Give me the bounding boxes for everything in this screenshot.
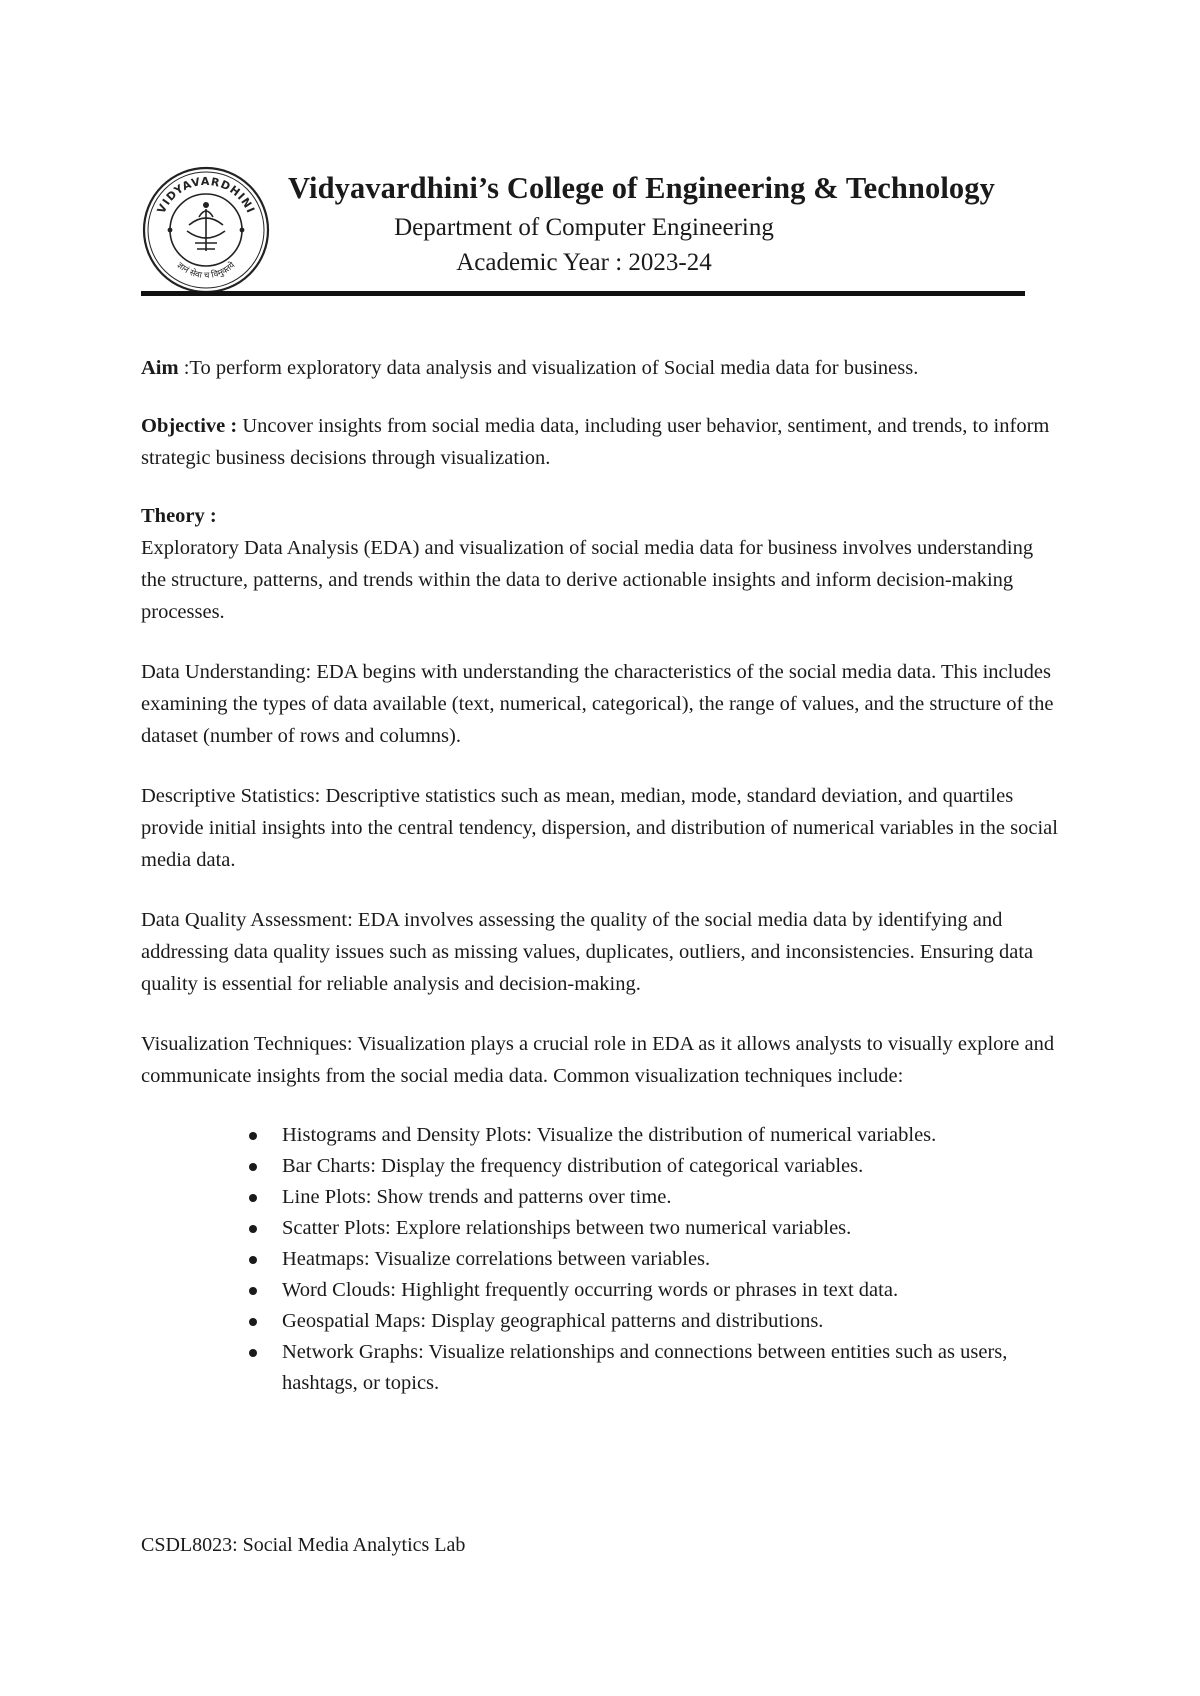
college-seal-logo [141, 165, 271, 295]
bullet-icon [249, 1287, 257, 1295]
aim-label: Aim [141, 357, 179, 379]
aim-paragraph [141, 352, 1059, 384]
visualization-techniques-paragraph: Visualization Techniques: Visualization plays a crucial role in EDA as it allows analysts to visually explore and communicate insights from the social media data. Common visualization techniques include: [141, 1033, 1055, 1087]
academic-year: Academic Year : 2023-24 [456, 249, 712, 276]
college-name: Vidyavardhini’s College of Engineering & Technology [288, 171, 995, 205]
seal-ring-text-bottom: ज्ञानं सेवा च विमुक्तये [174, 260, 238, 282]
main-content [141, 352, 1059, 1399]
objective-text: Uncover insights from social media data, including user behavior, sentiment, and trends, to inform strategic business decisions through visualization. [141, 415, 1050, 469]
bullet-icon [249, 1318, 257, 1326]
bullet-icon [249, 1349, 257, 1357]
letterhead [141, 165, 1025, 295]
list-item: Bar Charts: Display the frequency distribution of categorical variables. [249, 1151, 1059, 1182]
list-item: Word Clouds: Highlight frequently occurring words or phrases in text data. [249, 1275, 1059, 1306]
page-footer: CSDL8023: Social Media Analytics Lab [141, 1534, 466, 1556]
list-item: Heatmaps: Visualize correlations between variables. [249, 1244, 1059, 1275]
bullet-icon [249, 1194, 257, 1202]
data-quality-paragraph: Data Quality Assessment: EDA involves assessing the quality of the social media data by identifying and addressing data quality issues such as missing values, duplicates, outliers, and inconsistencies. Ensuring data quality is essential for reliable analysis and decision-making. [141, 909, 1034, 995]
aim-text: :To perform exploratory data analysis and visualization of Social media data for business. [178, 357, 919, 379]
theory-intro: Exploratory Data Analysis (EDA) and visualization of social media data for business involves understanding the structure, patterns, and trends within the data to derive actionable insights and inform decision-making processes. [141, 537, 1034, 623]
objective-paragraph [141, 410, 1059, 474]
bullet-icon [249, 1163, 257, 1171]
bullet-icon [249, 1132, 257, 1140]
objective-label: Objective : [141, 415, 238, 437]
list-item: Geospatial Maps: Display geographical patterns and distributions. [249, 1306, 1059, 1337]
svg-text:ज्ञानं सेवा च विमुक्तये [175, 259, 238, 281]
seal-ring-text-top: VIDYAVARDHINI [154, 174, 258, 216]
header-divider [141, 291, 1025, 296]
bullet-icon [249, 1256, 257, 1264]
theory-heading: Theory : [141, 505, 217, 527]
descriptive-statistics-paragraph: Descriptive Statistics: Descriptive statistics such as mean, median, mode, standard deviation, and quartiles provide initial insights into the central tendency, dispersion, and distribution of numerical variables in the social media data. [141, 785, 1058, 871]
list-item: Histograms and Density Plots: Visualize the distribution of numerical variables. [249, 1120, 1059, 1151]
list-item: Scatter Plots: Explore relationships between two numerical variables. [249, 1213, 1059, 1244]
bullet-icon [249, 1225, 257, 1233]
data-understanding-paragraph: Data Understanding: EDA begins with understanding the characteristics of the social media data. This includes examining the types of data available (text, numerical, categorical), the range of values, and the structure of the dataset (number of rows and columns). [141, 661, 1054, 747]
list-item: Network Graphs: Visualize relationships and connections between entities such as users, hashtags, or topics. [249, 1337, 1059, 1399]
department-name: Department of Computer Engineering [394, 214, 774, 241]
visualization-techniques-list [141, 1120, 1059, 1399]
list-item: Line Plots: Show trends and patterns over time. [249, 1182, 1059, 1213]
